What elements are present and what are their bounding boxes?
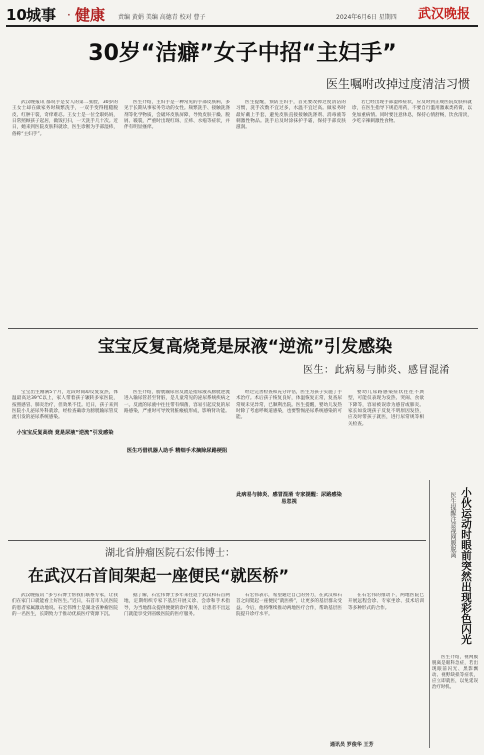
subsection-title: 健康 xyxy=(75,6,106,24)
story4-headline: 小伙运动时眼前突然出现彩色闪光 xyxy=(460,487,472,645)
story1-column-3 xyxy=(236,100,346,322)
page-number: 10 xyxy=(6,6,27,24)
story2-subhead-3: 此病易与肺炎、感冒混淆 专家提醒：尿路感染易忽视 xyxy=(236,492,342,505)
story3-paragraph: 石宏伟表示，希望通过自己的努力，在武汉和石首之间架起一座便民“就医桥”，让更多的基层群众受益。今后，他将继续推动两地医疗合作，帮助基层医院提升诊疗水平。 xyxy=(236,593,342,618)
section-separator: · xyxy=(67,8,71,22)
story1-subheadline: 医生嘱咐改掉过度清洁习惯 xyxy=(325,77,470,91)
story1-headline: 30岁“洁癖”女子中招“主妇手” xyxy=(88,41,397,66)
story2-paragraph: 婴幼儿尿路感染症状往往不典型，可能仅表现为发热、哭闹、食欲下降等，容易被误诊为感冒或肺炎。家长如发现孩子反复不明原因发热，应及时带孩子就医，进行尿常规等相关检查。 xyxy=(348,390,424,427)
story3-column-4 xyxy=(348,593,424,743)
section-divider xyxy=(8,540,426,541)
story3-headline: 在武汉石首间架起一座便民“就医桥” xyxy=(28,566,290,585)
story3-column-1 xyxy=(12,593,118,743)
story3-paragraph: 武汉晚报讯 “多亏石博士帮我们联系专家，让我们在家门口就能看上好医生。”近日，石首市人民医院的患者家属激动地说。石宏伟博士是湖北省肿瘤医院的一名医生，长期致力于推动优质医疗资源下沉。 xyxy=(12,593,118,618)
section-title: 城事 xyxy=(26,6,57,24)
newspaper-logo: 武汉晚报 xyxy=(418,7,471,22)
story1-column-4 xyxy=(352,100,472,322)
section-divider xyxy=(8,328,478,329)
story3-column-2 xyxy=(124,593,230,743)
story3-paragraph: 在石宏伟的推动下，两地医院已开展远程会诊、专家坐诊、技术培训等多种形式的合作。 xyxy=(348,593,424,611)
story2-subhead-1: 小宝宝反复高烧 竟是尿液“逆流”引发感染 xyxy=(16,430,114,436)
story2-subheadline: 医生：此病易与肺炎、感冒混淆 xyxy=(303,365,450,376)
story1-paragraph: 医生提醒，预防主妇手，首先要改掉过度清洁的习惯，洗手次数不宜过多，水温不宜过高。做家务时最好戴上手套，避免皮肤直接接触洗涤剂、消毒液等刺激性物品。洗手后及时涂抹护手霜，保持手部皮肤滋润。 xyxy=(236,100,346,131)
story1-column-2 xyxy=(124,100,230,322)
story1-paragraph: 医生介绍，主妇手是一种常见的手部皮肤病，多见于长期从事家务劳动的女性。频繁洗手、接触洗涤剂等化学物质，会破坏皮肤屏障，导致皮肤干燥、脱屑、皲裂，严重时出现红斑、丘疹、水疱等症状，并伴有明显瘙痒。 xyxy=(124,100,230,131)
story3-column-3 xyxy=(236,593,342,743)
editor-credits: 责编 黄娟 美编 高德青 校对 曹子 xyxy=(118,14,206,21)
story2-paragraph: 经过完善检查和充分评估，医生为孩子实施了手术治疗。术后孩子恢复良好，体温恢复正常，复查尿常规未见异常，已顺利出院。医生提醒，婴幼儿发热时除了考虑呼吸道感染，也要警惕泌尿系统感染的可能。 xyxy=(236,390,342,421)
story2-subhead-2: 医生巧借机器人助手 精细手术摘除尿路梗阻 xyxy=(126,448,228,454)
story1-paragraph: 若已经出现手部湿疹症状，应及时到正规医院皮肤科就诊，在医生指导下规范用药，不要自行滥用激素类药膏，以免加重病情。同时要注意休息，保持心情舒畅，饮食清淡，少吃辛辣刺激性食物。 xyxy=(352,100,472,125)
page-header xyxy=(6,5,478,27)
story1-column-1 xyxy=(12,100,118,322)
story4-subheadline: 医生提醒注意视网膜脱离 xyxy=(449,492,456,558)
story1-paragraph: 武汉晚报讯 都说手是女人的第二张脸，30岁的王女士却在做家务时频繁洗手，一双手变得粗糙脱皮、红肿干裂，奇痒难忍。王女士是一位全职妈妈，日常照顾孩子起居，做饭打扫，一天洗手几十次。近日，她来到医院皮肤科就诊，医生诊断为手部湿疹，俗称“主妇手”。 xyxy=(12,100,118,137)
story3-paragraph: 据了解，石宏伟博士多年来往返于武汉和石首两地，定期组织专家下基层开展义诊、会诊和手术指导，为当地群众提供便捷的诊疗服务，让患者不出远门就能享受到省级医院的医疗服务。 xyxy=(124,593,230,618)
story4-paragraph: 医生介绍，视网膜脱离是眼科急症，若出现眼前闪光、黑影飘动、视野缺损等症状，应立即就医，以免延误治疗时机。 xyxy=(432,655,478,690)
issue-date: 2024年6月6日 星期四 xyxy=(336,14,397,21)
story4-column-1 xyxy=(432,655,478,747)
story2-headline: 宝宝反复高烧竟是尿液“逆流”引发感染 xyxy=(97,337,393,357)
story3-byline: 通讯员 罗俊华 王芳 xyxy=(330,742,374,748)
story2-paragraph: 医生介绍，膀胱输尿管反流是指尿液从膀胱逆流进入输尿管甚至肾脏，是儿童常见的泌尿系统疾病之一。反流的尿液中往往带有细菌，容易引起反复的尿路感染，严重时可导致肾脏瘢痕形成，影响肾功能。 xyxy=(124,390,230,415)
story3-kicker: 湖北省肿瘤医院石宏伟博士： xyxy=(105,548,235,559)
story2-paragraph: 宝宝出生刚满5个月，近段时间却反复发热，体温最高达39℃以上，家人带着孩子辗转多家医院，按照感冒、肺炎治疗，但效果不佳。近日，孩子来到医院小儿泌尿外科就诊，经检查确诊为膀胱输尿管反流引发的泌尿系统感染。 xyxy=(12,390,118,421)
